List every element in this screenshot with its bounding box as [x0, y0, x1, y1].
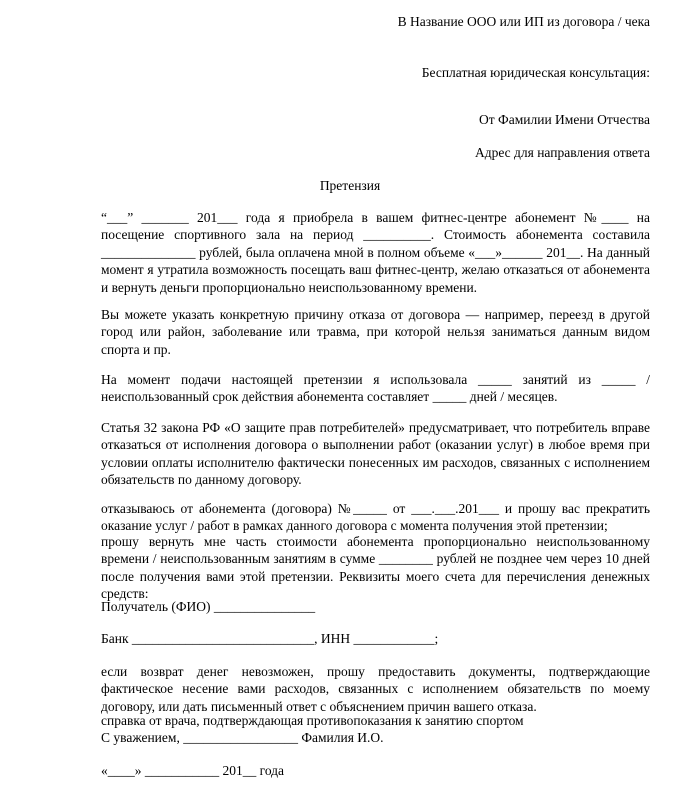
paragraph-documents: если возврат денег невозможен, прошу предоставить документы, подтверждающие фактическое несение вами расходов, связанных с исполнением обязательств по моему договору, или дать письменный ответ с объяснением причин вашего отказа.	[101, 664, 650, 714]
document-title: Претензия	[319, 178, 381, 193]
paragraph-refund: прошу вернуть мне часть стоимости абонемента пропорционально неиспользованному времени / неиспользованным занятиям в сумме ________ рублей не позднее чем через 10 дней после получения вами этой претензии. Реквизиты моего счета для перечисления денежных средств:	[101, 534, 650, 602]
recipient-line: Получатель (ФИО) _______________	[101, 599, 316, 614]
paragraph-purchase: “___” _______ 201___ года я приобрела в вашем фитнес-центре абонемент №____ на посещение спортивного зала на период __________. Стоимость абонемента составила ______________ рублей, была оплачена мной в полном объеме «___»______ 201__. На данный момент я утратила возможность посещать ваш фитнес-центр, желаю отказаться от абонемента и вернуть деньги пропорционально неиспользованному времени.	[101, 210, 650, 295]
bank-line: Банк ___________________________, ИНН ____________;	[101, 631, 439, 646]
paragraph-usage: На момент подачи настоящей претензии я использовала _____ занятий из _____ / неиспользованный срок действия абонемента составляет _____ дней / месяцев.	[101, 372, 650, 405]
paragraph-law: Статья 32 закона РФ «О защите прав потребителей» предусматривает, что потребитель вправе отказаться от исполнения договора о выполнении работ (оказании услуг) в любое время при условии оплаты исполнителю фактически понесенных им расходов, связанных с исполнением обязательств по данному договору.	[101, 420, 650, 488]
header-consultation: Бесплатная юридическая консультация:	[421, 65, 650, 80]
paragraph-refusal: отказываюсь от абонемента (договора) №_____ от ___.___.201___ и прошу вас прекратить оказание услуг / работ в рамках данного договора с момента получения этой претензии;	[101, 501, 650, 534]
header-address: Адрес для направления ответа	[474, 145, 650, 160]
signature-line: С уважением, _________________ Фамилия И.О.	[101, 730, 384, 745]
date-line: «____» ___________ 201__ года	[101, 763, 285, 778]
paragraph-reason: Вы можете указать конкретную причину отказа от договора — например, переезд в другой город или район, заболевание или травма, при которой нельзя заниматься данным видом спорта и пр.	[101, 307, 650, 357]
certificate-line: справка от врача, подтверждающая противопоказания к занятию спортом	[101, 713, 524, 728]
header-sender: От Фамилии Имени Отчества	[479, 112, 650, 127]
header-addressee: В Название ООО или ИП из договора / чека	[397, 14, 650, 29]
